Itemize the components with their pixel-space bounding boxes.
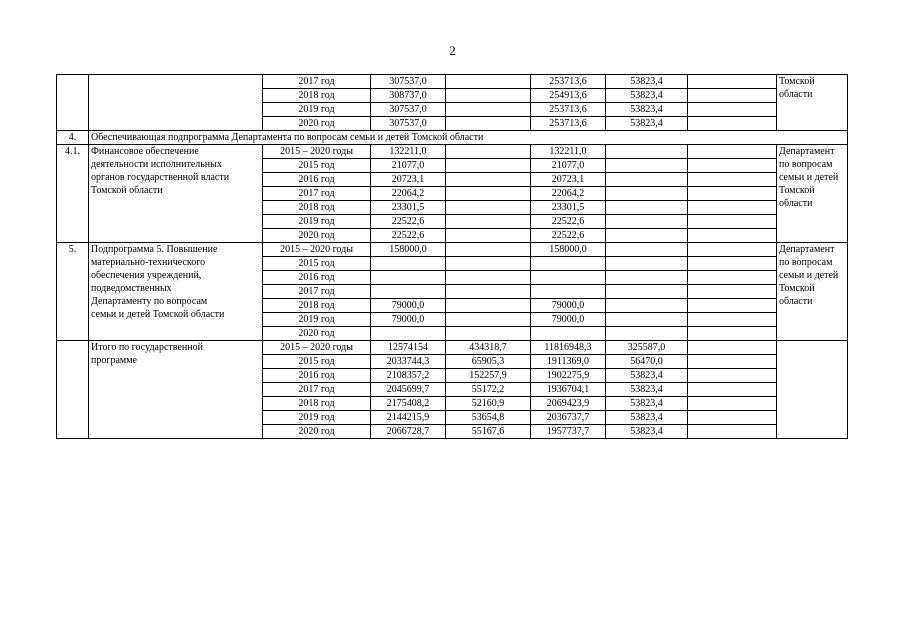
period-cell: 2015 – 2020 годы: [263, 341, 371, 355]
federal-cell: [446, 201, 531, 215]
total-cell: 2175408,2: [371, 397, 446, 411]
total-cell: 22522,6: [371, 229, 446, 243]
extra-cell: [688, 271, 777, 285]
regional-cell: 23301,5: [531, 201, 606, 215]
section-title: [89, 75, 263, 131]
regional-cell: 254913,6: [531, 89, 606, 103]
total-cell: [371, 271, 446, 285]
total-cell: 307537,0: [371, 75, 446, 89]
regional-cell: 2036737,7: [531, 411, 606, 425]
federal-cell: 55172,2: [446, 383, 531, 397]
period-cell: 2015 – 2020 годы: [263, 145, 371, 159]
table-row: [57, 243, 848, 257]
period-cell: 2015 год: [263, 159, 371, 173]
regional-cell: 79000,0: [531, 299, 606, 313]
extra-cell: [688, 103, 777, 117]
extra-cell: [688, 215, 777, 229]
total-cell: 2108357,2: [371, 369, 446, 383]
regional-cell: 21077,0: [531, 159, 606, 173]
regional-cell: 22522,6: [531, 229, 606, 243]
page-number: 2: [449, 43, 456, 58]
extra-cell: [688, 383, 777, 397]
federal-cell: [446, 117, 531, 131]
executor-cell: Томской области: [777, 75, 848, 131]
budget-table: [56, 74, 848, 439]
period-cell: 2020 год: [263, 327, 371, 341]
federal-cell: 55167,6: [446, 425, 531, 439]
federal-cell: [446, 145, 531, 159]
regional-cell: [531, 285, 606, 299]
local-cell: [606, 257, 688, 271]
local-cell: [606, 313, 688, 327]
extra-cell: [688, 229, 777, 243]
section-title: Финансовое обеспечение деятельности исполнительных органов государственной власти Томской области: [89, 145, 263, 243]
local-cell: [606, 243, 688, 257]
section-header-row: [57, 131, 848, 145]
local-cell: [606, 285, 688, 299]
period-cell: 2015 год: [263, 355, 371, 369]
total-cell: 307537,0: [371, 117, 446, 131]
local-cell: 53823,4: [606, 75, 688, 89]
table-body: [57, 75, 848, 439]
extra-cell: [688, 327, 777, 341]
period-cell: 2018 год: [263, 397, 371, 411]
table-row: [57, 341, 848, 355]
period-cell: 2019 год: [263, 411, 371, 425]
local-cell: 53823,4: [606, 117, 688, 131]
total-cell: 2045699,7: [371, 383, 446, 397]
period-cell: 2018 год: [263, 201, 371, 215]
total-cell: 79000,0: [371, 299, 446, 313]
regional-cell: [531, 327, 606, 341]
total-cell: 132211,0: [371, 145, 446, 159]
federal-cell: [446, 103, 531, 117]
extra-cell: [688, 425, 777, 439]
regional-cell: 158000,0: [531, 243, 606, 257]
total-cell: 79000,0: [371, 313, 446, 327]
regional-cell: 1936704,1: [531, 383, 606, 397]
federal-cell: [446, 229, 531, 243]
total-cell: [371, 327, 446, 341]
local-cell: [606, 271, 688, 285]
federal-cell: [446, 285, 531, 299]
federal-cell: [446, 89, 531, 103]
local-cell: [606, 159, 688, 173]
regional-cell: 253713,6: [531, 103, 606, 117]
extra-cell: [688, 397, 777, 411]
section-number: 4.1.: [57, 145, 89, 243]
local-cell: [606, 327, 688, 341]
local-cell: [606, 187, 688, 201]
period-cell: 2017 год: [263, 187, 371, 201]
total-cell: 2066728,7: [371, 425, 446, 439]
regional-cell: 1911369,0: [531, 355, 606, 369]
total-cell: 22522,6: [371, 215, 446, 229]
extra-cell: [688, 257, 777, 271]
period-cell: 2019 год: [263, 215, 371, 229]
section-number: 5.: [57, 243, 89, 341]
section-title: Подпрограмма 5. Повышение материально-технического обеспечения учреждений, подведомственных Департаменту по вопросам семьи и детей Томской области: [89, 243, 263, 341]
local-cell: [606, 201, 688, 215]
period-cell: 2020 год: [263, 425, 371, 439]
regional-cell: 1902275,9: [531, 369, 606, 383]
regional-cell: 20723,1: [531, 173, 606, 187]
regional-cell: [531, 271, 606, 285]
federal-cell: 152257,9: [446, 369, 531, 383]
total-cell: 308737,0: [371, 89, 446, 103]
regional-cell: 132211,0: [531, 145, 606, 159]
federal-cell: [446, 271, 531, 285]
federal-cell: [446, 215, 531, 229]
period-cell: 2017 год: [263, 383, 371, 397]
federal-cell: [446, 257, 531, 271]
extra-cell: [688, 159, 777, 173]
total-cell: [371, 257, 446, 271]
federal-cell: [446, 187, 531, 201]
local-cell: 53823,4: [606, 89, 688, 103]
section-title: Итого по государственной программе: [89, 341, 263, 439]
total-cell: 23301,5: [371, 201, 446, 215]
federal-cell: [446, 299, 531, 313]
extra-cell: [688, 243, 777, 257]
period-cell: 2016 год: [263, 271, 371, 285]
period-cell: 2020 год: [263, 229, 371, 243]
section-number: [57, 75, 89, 131]
federal-cell: [446, 313, 531, 327]
extra-cell: [688, 75, 777, 89]
period-cell: 2015 – 2020 годы: [263, 243, 371, 257]
federal-cell: [446, 75, 531, 89]
extra-cell: [688, 201, 777, 215]
total-cell: 2144215,9: [371, 411, 446, 425]
federal-cell: 52160,9: [446, 397, 531, 411]
local-cell: 53823,4: [606, 369, 688, 383]
regional-cell: 11816948,3: [531, 341, 606, 355]
total-cell: [371, 285, 446, 299]
period-cell: 2018 год: [263, 299, 371, 313]
period-cell: 2017 год: [263, 75, 371, 89]
local-cell: 53823,4: [606, 383, 688, 397]
extra-cell: [688, 299, 777, 313]
period-cell: 2019 год: [263, 103, 371, 117]
total-cell: 22064,2: [371, 187, 446, 201]
section-number: 4.: [57, 131, 89, 145]
federal-cell: 53654,8: [446, 411, 531, 425]
table-row: [57, 75, 848, 89]
period-cell: 2018 год: [263, 89, 371, 103]
federal-cell: [446, 173, 531, 187]
local-cell: 53823,4: [606, 425, 688, 439]
regional-cell: 253713,6: [531, 117, 606, 131]
regional-cell: 22522,6: [531, 215, 606, 229]
extra-cell: [688, 313, 777, 327]
local-cell: [606, 299, 688, 313]
period-cell: 2020 год: [263, 117, 371, 131]
extra-cell: [688, 173, 777, 187]
federal-cell: [446, 159, 531, 173]
table-row: [57, 145, 848, 159]
extra-cell: [688, 341, 777, 355]
regional-cell: 253713,6: [531, 75, 606, 89]
local-cell: 53823,4: [606, 411, 688, 425]
total-cell: 12574154: [371, 341, 446, 355]
regional-cell: [531, 257, 606, 271]
total-cell: 20723,1: [371, 173, 446, 187]
period-cell: 2017 год: [263, 285, 371, 299]
regional-cell: 79000,0: [531, 313, 606, 327]
total-cell: 2033744,3: [371, 355, 446, 369]
period-cell: 2016 год: [263, 173, 371, 187]
local-cell: [606, 215, 688, 229]
total-cell: 21077,0: [371, 159, 446, 173]
period-cell: 2016 год: [263, 369, 371, 383]
total-cell: 307537,0: [371, 103, 446, 117]
local-cell: [606, 229, 688, 243]
period-cell: 2019 год: [263, 313, 371, 327]
executor-cell: Департамент по вопросам семьи и детей Томской области: [777, 243, 848, 341]
extra-cell: [688, 117, 777, 131]
extra-cell: [688, 89, 777, 103]
regional-cell: 22064,2: [531, 187, 606, 201]
extra-cell: [688, 145, 777, 159]
local-cell: [606, 173, 688, 187]
local-cell: 325587,0: [606, 341, 688, 355]
local-cell: 53823,4: [606, 397, 688, 411]
section-title: Обеспечивающая подпрограмма Департамента по вопросам семьи и детей Томской области: [89, 131, 848, 145]
executor-cell: Департамент по вопросам семьи и детей Томской области: [777, 145, 848, 243]
regional-cell: 1957737,7: [531, 425, 606, 439]
period-cell: 2015 год: [263, 257, 371, 271]
extra-cell: [688, 187, 777, 201]
regional-cell: 2069423,9: [531, 397, 606, 411]
federal-cell: 434318,7: [446, 341, 531, 355]
local-cell: 56470,0: [606, 355, 688, 369]
extra-cell: [688, 285, 777, 299]
local-cell: 53823,4: [606, 103, 688, 117]
federal-cell: [446, 243, 531, 257]
federal-cell: [446, 327, 531, 341]
local-cell: [606, 145, 688, 159]
executor-cell: [777, 341, 848, 439]
federal-cell: 65905,3: [446, 355, 531, 369]
extra-cell: [688, 369, 777, 383]
section-number: [57, 341, 89, 439]
total-cell: 158000,0: [371, 243, 446, 257]
extra-cell: [688, 411, 777, 425]
extra-cell: [688, 355, 777, 369]
